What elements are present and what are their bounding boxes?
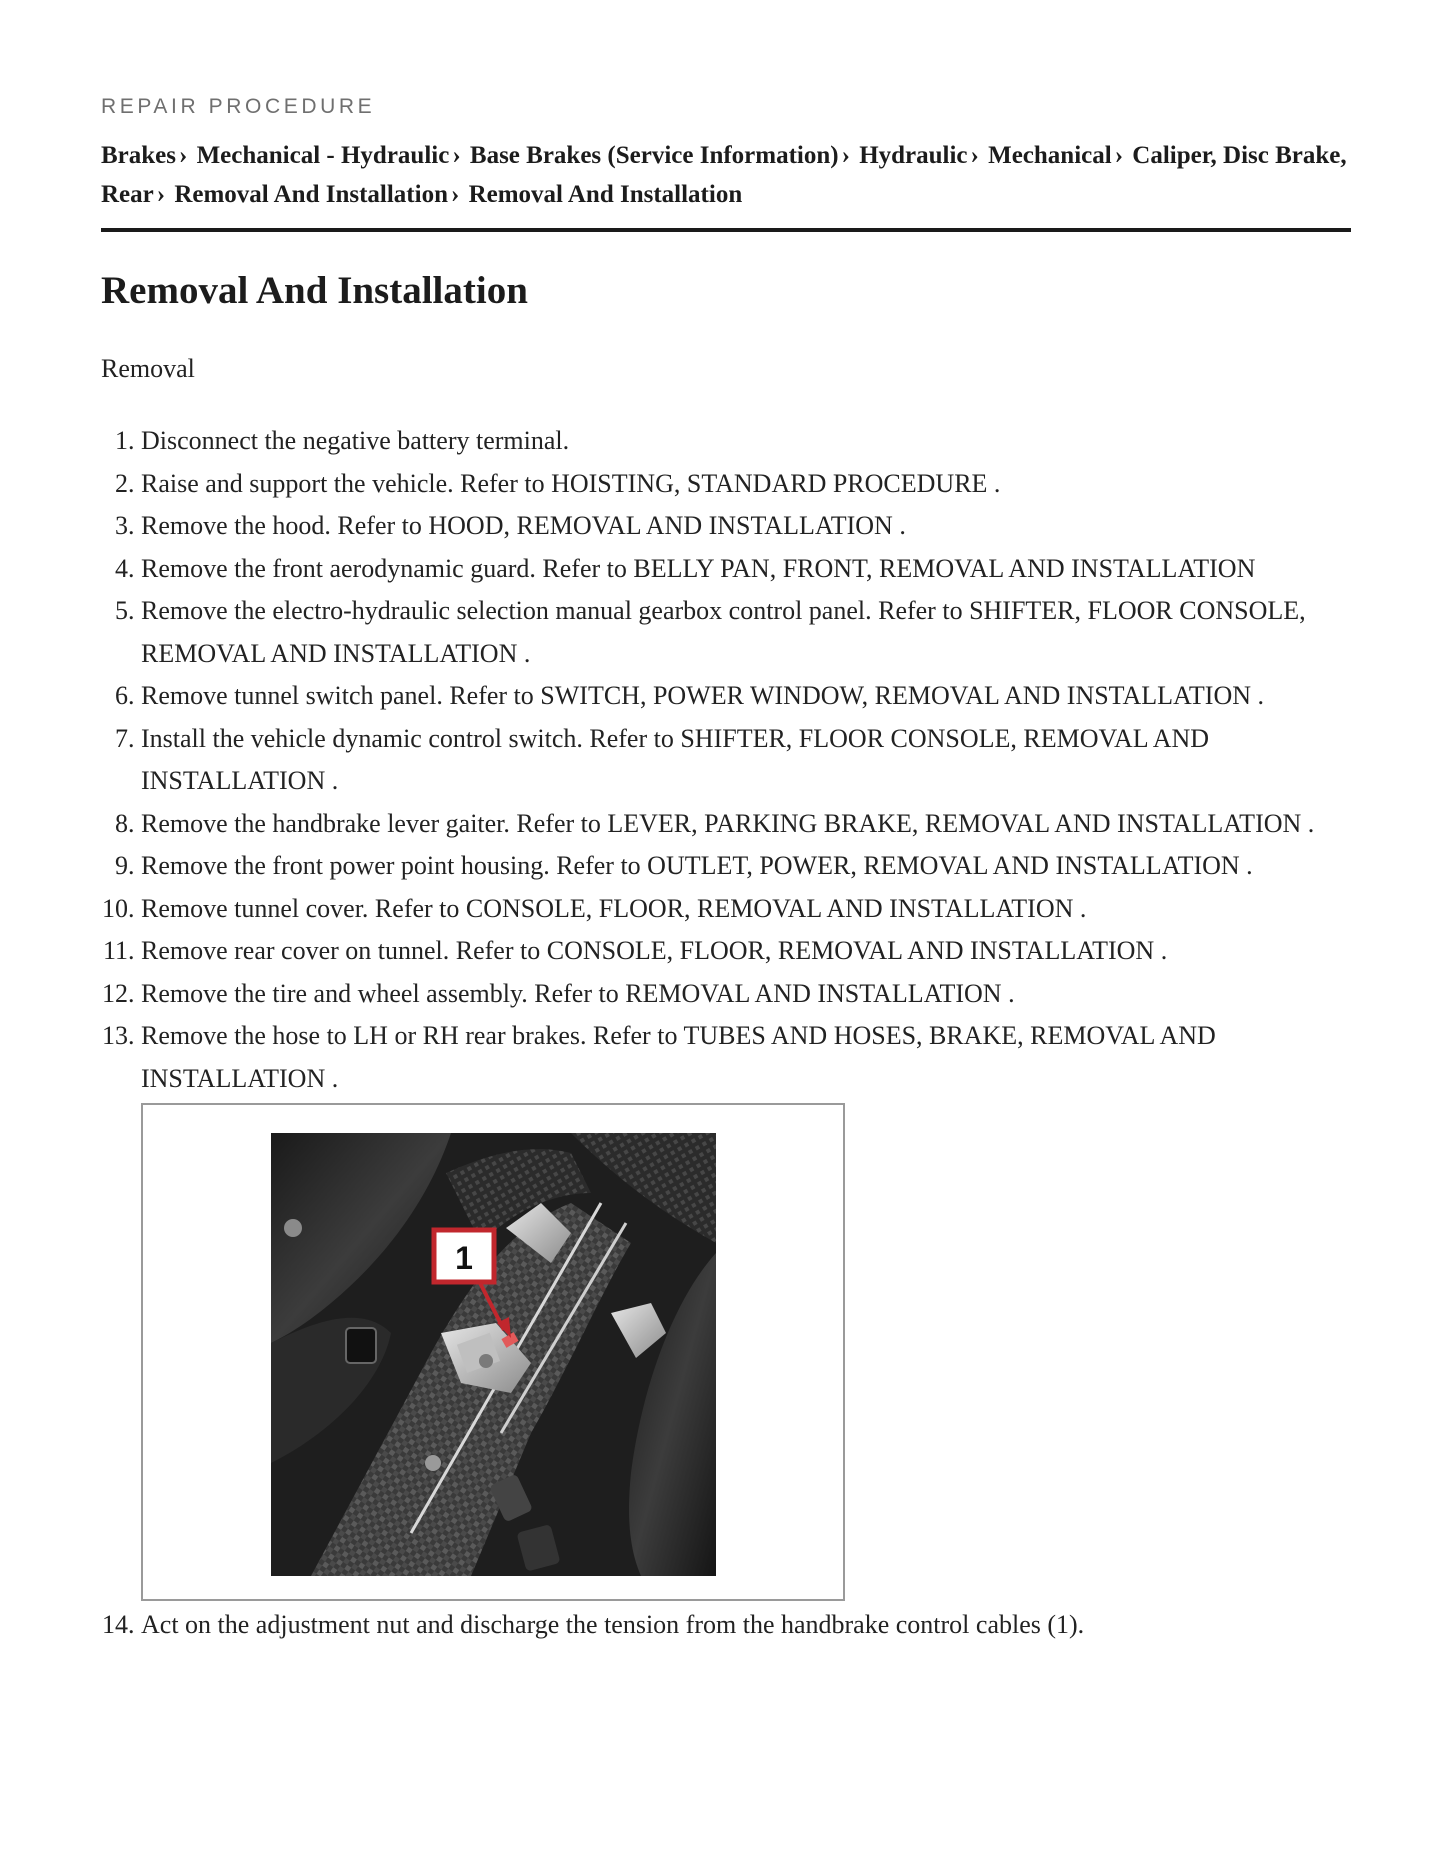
step-item: 10. Remove tunnel cover. Refer to CONSOLE, FLOOR, REMOVAL AND INSTALLATION . — [141, 888, 1351, 931]
step-item: 9. Remove the front power point housing. Refer to OUTLET, POWER, REMOVAL AND INSTALLATION . — [141, 845, 1351, 888]
step-text: Remove the hose to LH or RH rear brakes. Refer to TUBES AND HOSES, BRAKE, REMOVAL AND INSTALLATION . — [141, 1021, 1216, 1093]
breadcrumb — [101, 136, 1351, 214]
breadcrumb-separator: › — [1114, 142, 1124, 169]
handbrake-cable-photo — [271, 1133, 716, 1576]
step-item: 4. Remove the front aerodynamic guard. Refer to BELLY PAN, FRONT, REMOVAL AND INSTALLATION — [141, 548, 1351, 591]
step-item: 6. Remove tunnel switch panel. Refer to SWITCH, POWER WINDOW, REMOVAL AND INSTALLATION . — [141, 675, 1351, 718]
breadcrumb-item[interactable]: Removal And Installation — [174, 181, 448, 208]
breadcrumb-current: Removal And Installation — [468, 181, 743, 208]
step-item: 11. Remove rear cover on tunnel. Refer to CONSOLE, FLOOR, REMOVAL AND INSTALLATION . — [141, 930, 1351, 973]
procedure-steps — [101, 420, 1351, 1647]
breadcrumb-separator: › — [452, 142, 461, 169]
breadcrumb-separator: › — [451, 181, 460, 208]
step-item: 3. Remove the hood. Refer to HOOD, REMOVAL AND INSTALLATION . — [141, 505, 1351, 548]
breadcrumb-item[interactable]: Base Brakes (Service Information) — [469, 142, 839, 169]
breadcrumb-separator: › — [156, 181, 166, 208]
breadcrumb-item[interactable]: Mechanical — [988, 142, 1112, 169]
breadcrumb-separator: › — [841, 142, 850, 169]
section-label: Removal — [101, 354, 195, 383]
breadcrumb-separator: › — [179, 142, 188, 169]
step-item: 14. Act on the adjustment nut and discharge the tension from the handbrake control cables (1). — [141, 1604, 1351, 1647]
breadcrumb-separator: › — [970, 142, 979, 169]
breadcrumb-item[interactable]: Caliper, Disc Brake, Rear — [101, 142, 1347, 208]
page-title: Removal And Installation — [101, 269, 528, 312]
header-divider — [101, 228, 1351, 232]
step-item: 12. Remove the tire and wheel assembly. Refer to REMOVAL AND INSTALLATION . — [141, 973, 1351, 1016]
document-type-label: REPAIR PROCEDURE — [101, 95, 376, 118]
step-item-with-figure — [141, 1015, 1351, 1601]
step-item: 2. Raise and support the vehicle. Refer to HOISTING, STANDARD PROCEDURE . — [141, 463, 1351, 506]
step-item: 5. Remove the electro-hydraulic selection manual gearbox control panel. Refer to SHIFTER, FLOOR CONSOLE, REMOVAL AND INSTALLATION . — [141, 590, 1351, 675]
step-item: 8. Remove the handbrake lever gaiter. Refer to LEVER, PARKING BRAKE, REMOVAL AND INSTALLATION . — [141, 803, 1351, 846]
step-item: 7. Install the vehicle dynamic control switch. Refer to SHIFTER, FLOOR CONSOLE, REMOVAL AND INSTALLATION . — [141, 718, 1351, 803]
callout-label: 1 — [455, 1240, 473, 1276]
breadcrumb-item[interactable]: Mechanical - Hydraulic — [196, 142, 450, 169]
breadcrumb-item[interactable]: Brakes — [101, 142, 176, 169]
breadcrumb-item[interactable]: Hydraulic — [859, 142, 968, 169]
procedure-figure — [141, 1103, 845, 1601]
step-item: 1. Disconnect the negative battery terminal. — [141, 420, 1351, 463]
